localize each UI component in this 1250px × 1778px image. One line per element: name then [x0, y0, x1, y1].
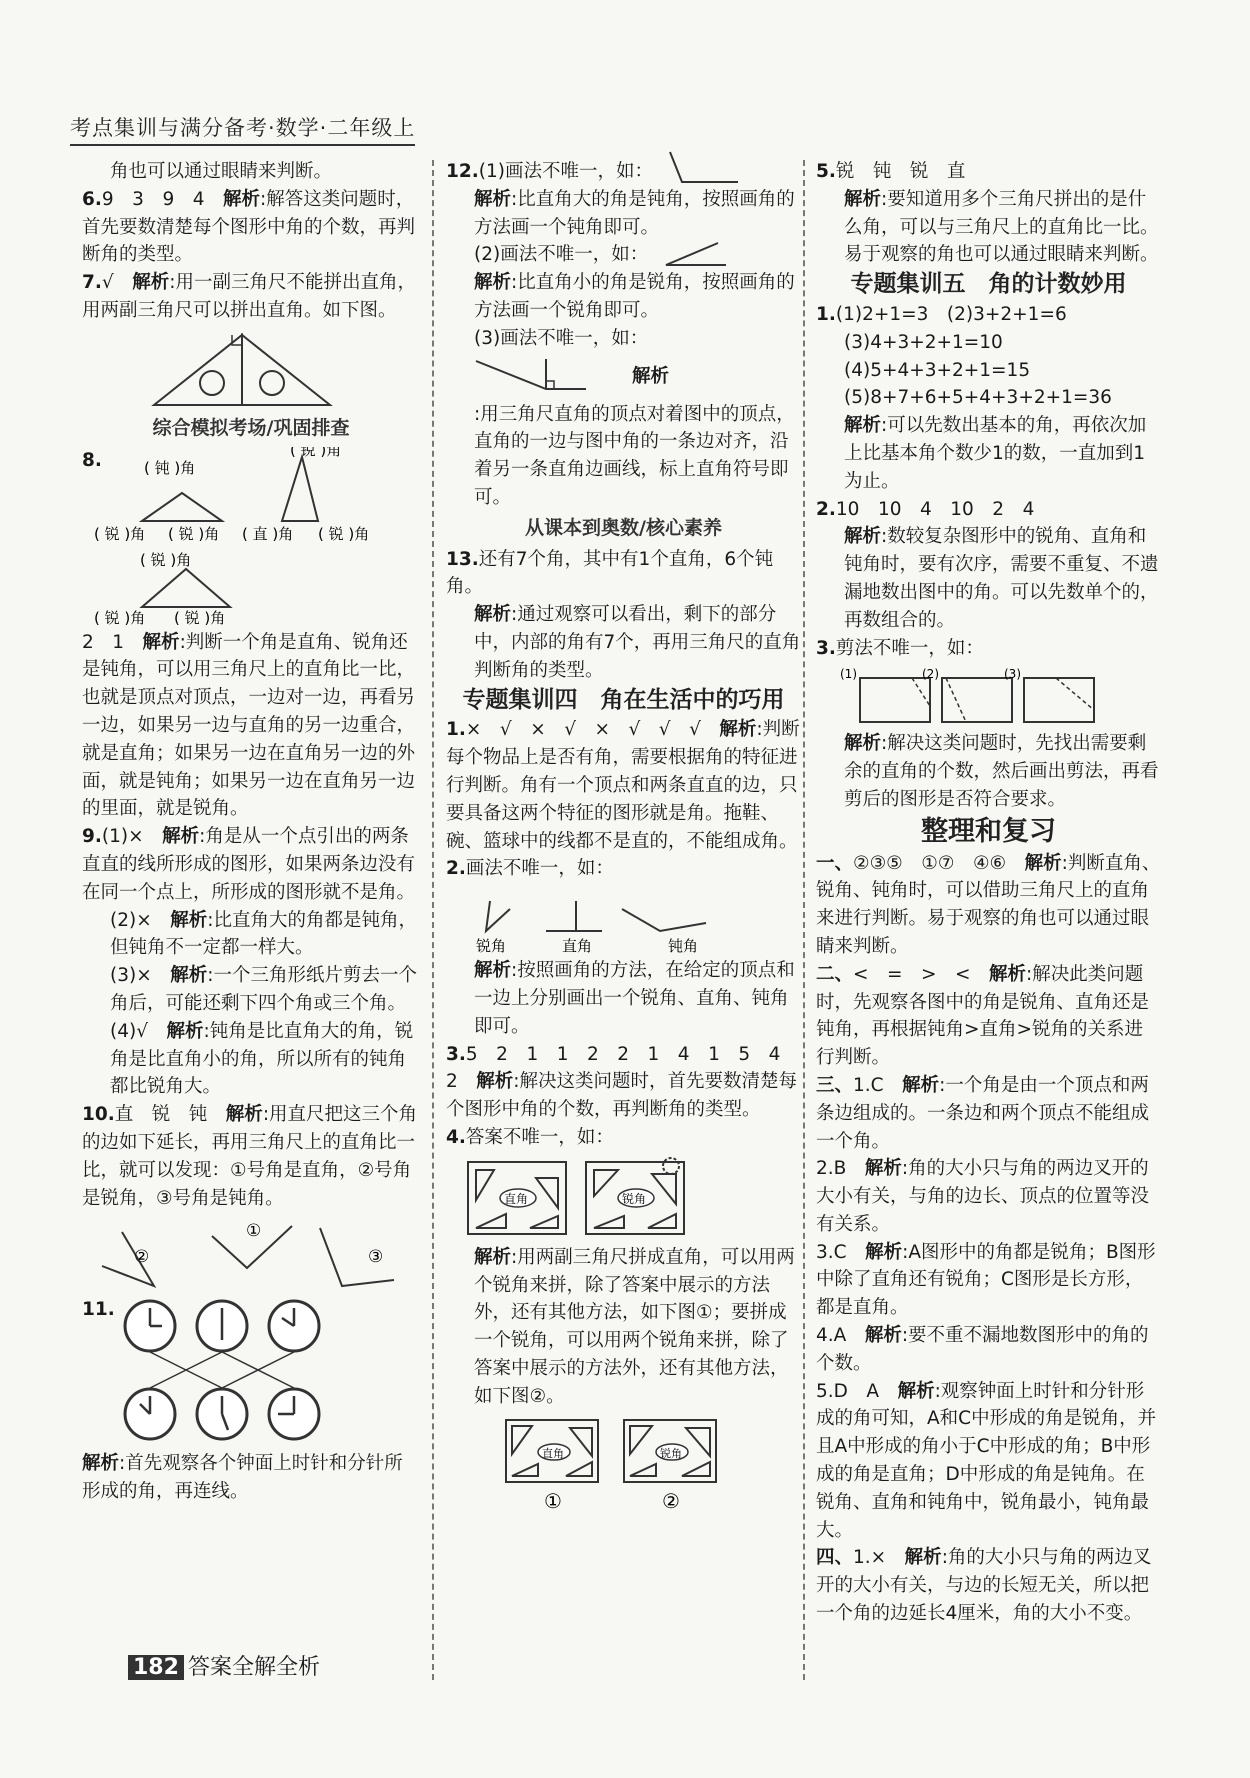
column-middle: [446, 158, 801, 1518]
topic-heading: 整理和复习: [921, 815, 1056, 847]
answer-q12-2-jx: 解析:比直角小的角是锐角，按照画角的方法画一个锐角即可。: [474, 272, 795, 321]
three-angles-diagram: [446, 887, 801, 953]
angle-label: 钝角: [668, 937, 699, 954]
set-square-figure: [82, 329, 420, 411]
q11-figure: 11.: [82, 1296, 420, 1446]
extra-combos-diagram: [446, 1414, 801, 1514]
figure-mark: ①: [544, 1489, 562, 1514]
extended-angles-diagram: [82, 1216, 420, 1292]
answer-t5-q1: 1.(1)2+1=3 (2)3+2+1=6: [816, 303, 1067, 325]
t5-q3-figure: [816, 666, 1161, 726]
answer-q12-3-jx-head: 解析: [632, 365, 670, 387]
angle-label: ( 锐 )角: [318, 524, 370, 543]
section-heading: 综合模拟考场/巩固排查: [152, 416, 350, 439]
set-square-combos-diagram: [446, 1156, 801, 1240]
angle-label: ( 钝 )角: [144, 458, 196, 477]
answer-review-1: 一、②③⑤ ①⑦ ④⑥ 解析:判断直角、锐角、钝角时，可以借助三角尺上的直角来进行判断。易于观察的角也可以通过眼睛来判断。: [816, 852, 1161, 957]
triangles-diagram: [82, 447, 420, 625]
text-line: 角也可以通过眼睛来判断。: [110, 161, 333, 182]
answer-q10: 10.直 锐 钝 解析:用直尺把这三个角的边如下延长，再用三角尺上的直角比一比，就可以发现：①号角是直角，②号角是锐角，③号角是钝角。: [82, 1104, 418, 1209]
answer-q11: 解析:首先观察各个钟面上时针和分针所形成的角，再连线。: [82, 1453, 403, 1503]
answer-t5-q1-line: (5)8+7+6+5+4+3+2+1=36: [844, 387, 1112, 409]
answer-review-2: 二、< = > < 解析:解决此类问题时，先观察各图中的角是锐角、直角还是钝角，再根据钝角>直角>锐角的关系进行判断。: [816, 963, 1150, 1069]
column-divider: [803, 160, 805, 1680]
answer-q5-jx: 解析:要知道用多个三角尺拼出的是什么角，可以与三角尺上的直角比一比。易于观察的角也可以通过眼睛来判断。: [844, 188, 1159, 266]
answer-t4-q3: 3.5 2 1 1 2 2 1 4 1 5 4 2 解析:解决这类问题时，首先要数清楚每个图形中角的个数，再判断角的类型。: [446, 1043, 799, 1121]
answer-review-4-1: 四、1.× 解析:角的大小只与角的两边叉开的大小有关，与边的长短无关，所以把一个角的边延长4厘米，角的大小不变。: [816, 1547, 1152, 1625]
answer-t4-q2-jx: 解析:按照画角的方法，在给定的顶点和一边上分别画出一个锐角、直角、钝角即可。: [474, 960, 795, 1037]
combo-label: 直角: [504, 1191, 529, 1206]
footer-label: 答案全解全析: [187, 1655, 320, 1680]
section-heading: 从课本到奥数/核心素养: [525, 516, 722, 539]
cut-mark: (1): [840, 667, 857, 682]
answer-review-3-3: 3.C 解析:A图形中的角都是锐角；B图形中除了直角还有锐角；C图形是长方形，都是直角。: [816, 1241, 1156, 1319]
column-divider: [432, 160, 434, 1680]
answer-q13: 13.还有7个角，其中有1个直角，6个钝角。: [446, 548, 774, 598]
answer-q9-4: (4)√ 解析:钝角是比直角大的角，锐角是比直角小的角，所以所有的钝角都比锐角大。: [110, 1020, 414, 1098]
angle-mark: ①: [246, 1221, 262, 1242]
answer-review-3-1: 三、1.C 解析:一个角是由一个顶点和两条边组成的。一条边和两个顶点不能组成一个角。: [816, 1074, 1150, 1152]
angle-mark: ②: [134, 1247, 150, 1268]
answer-q12-1-jx: 解析:比直角大的角是钝角，按照画角的方法画一个钝角即可。: [474, 188, 795, 238]
angle-mark: ③: [368, 1247, 384, 1268]
answer-q12-3-jx: :用三角尺直角的顶点对着图中的顶点，直角的一边与图中角的一条边对齐，沿着另一条直角边画线，标上直角符号即可。: [474, 403, 795, 508]
answer-t4-q2: 2.画法不唯一，如：: [446, 858, 614, 880]
clock-matching-diagram: [82, 1296, 420, 1446]
answer-q13-jx: 解析:通过观察可以看出，剩下的部分中，内部的角有7个，再用三角尺的直角判断角的类型。: [474, 604, 801, 681]
answer-q9-3: (3)× 解析:一个三角形纸片剪去一个角后，可能还剩下四个角或三个角。: [110, 965, 417, 1014]
answer-t5-q1-line: (3)4+3+2+1=10: [844, 331, 1003, 353]
combo-label: 直角: [542, 1447, 564, 1461]
q12-3-figure: [446, 357, 801, 397]
answer-q7: 7.√ 解析:用一副三角尺不能拼出直角，用两副三角尺可以拼出直角。如下图。: [82, 272, 416, 321]
t4-q4-figure: [446, 1156, 801, 1240]
answer-review-3-2: 2.B 解析:角的大小只与角的两边叉开的大小有关，与角的边长、顶点的位置等没有关系。: [816, 1158, 1150, 1235]
combo-label: 锐角: [622, 1191, 647, 1206]
q10-figure: [82, 1216, 420, 1292]
answer-q5: 5.锐 钝 锐 直: [816, 161, 966, 182]
page-footer: [128, 1650, 320, 1681]
cut-rectangles-diagram: [816, 666, 1161, 726]
answer-q9: 9.(1)× 解析:角是从一个点引出的两条直直的线所形成的图形，如果两条边没有在同一个点上，所形成的图形就不是角。: [82, 826, 416, 903]
answer-q8: 2 1 解析:判断一个角是直角、锐角还是钝角，可以用三角尺上的直角比一比，也就是顶点对顶点，一边对一边，再看另一边，如果另一边与直角的另一边重合，就是直角；如果另一边在直角另一边的外面，就是钝角；如果另一边在直角另一边的里面，就是锐角。: [82, 631, 416, 820]
cut-mark: (3): [1004, 667, 1021, 682]
topic-heading: 专题集训五 角的计数妙用: [850, 271, 1127, 298]
answer-q6: 6.9 3 9 4 解析:解答这类问题时，首先要数清楚每个图形中角的个数，再判断角的类型。: [82, 188, 416, 266]
answer-t5-q1-jx: 解析:可以先数出基本的角，再依次加上比基本角个数少1的数，一直加到1为止。: [844, 415, 1147, 492]
answer-t4-q1: 1.× √ × √ × √ √ √ 解析:判断每个物品上是否有角，需要根据角的特征进行判断。角有一个顶点和两条直直的边，只要具备这两个特征的图形就是角。拖鞋、碗、篮球中的线都不是直的，不能组成角。: [446, 719, 800, 852]
column-left: [82, 158, 420, 1506]
cut-mark: (2): [922, 667, 939, 682]
q8-figure: 8. ( 钝 )角 ( 锐 )角 ( 锐 )角 ( 锐 )角 ( 直 )角 ( 锐 )角 ( 锐 )角 ( 锐 )角 ( 锐 )角: [82, 447, 420, 625]
angle-label: ( 锐 )角: [94, 524, 146, 543]
combo-label: 锐角: [660, 1447, 682, 1461]
angle-label: 锐角: [476, 937, 507, 954]
topic-heading: 专题集训四 角在生活中的巧用: [462, 686, 785, 713]
angle-label: ( 锐 )角: [168, 524, 220, 543]
two-set-squares-diagram: [82, 329, 420, 411]
right-angle-drawing: [446, 357, 646, 397]
angle-label: ( 直 )角: [242, 524, 294, 543]
page-header: 考点集训与满分备考·数学·二年级上: [70, 112, 415, 146]
column-right: [816, 158, 1161, 1628]
answer-q12-1: 12.(1)画法不唯一，如：: [446, 158, 801, 186]
answer-t5-q3: 3.剪法不唯一，如：: [816, 637, 984, 659]
answer-t4-q4-jx: 解析:用两副三角尺拼成直角，可以用两个锐角来拼，除了答案中展示的方法外，还有其他方法，如下图①；要拼成一个锐角，可以用两个锐角来拼，除了答案中展示的方法外，还有其他方法，如下图②。: [474, 1246, 795, 1407]
angle-label: ( 锐 )角: [94, 608, 146, 625]
acute-angle-icon: [662, 239, 732, 271]
t4-q2-figure: [446, 887, 801, 953]
answer-t5-q1-line: (4)5+4+3+2+1=15: [844, 359, 1031, 381]
figure-mark: ②: [662, 1489, 680, 1514]
answer-review-3-5: 5.D A 解析:观察钟面上时针和分针形成的角可知，A和C中形成的角是锐角，并且A中形成的角小于C中形成的角；B中形成的角是直角；D中形成的角是钝角。在锐角、直角和钝角中，锐角最小，钝角最大。: [816, 1380, 1157, 1541]
answer-review-3-4: 4.A 解析:要不重不漏地数图形中的角的个数。: [816, 1325, 1149, 1374]
obtuse-angle-icon: [664, 150, 744, 190]
angle-label: 直角: [562, 937, 593, 954]
answer-t5-q2: 2.10 10 4 10 2 4: [816, 498, 1035, 520]
angle-label: ( 锐 )角: [174, 608, 226, 625]
answer-t5-q2-jx: 解析:数较复杂图形中的锐角、直角和钝角时，要有次序，需要不重复、不遗漏地数出图中的角。可以先数单个的，再数组合的。: [844, 526, 1159, 631]
angle-label: ( 锐 )角: [140, 550, 192, 569]
answer-t5-q3-jx: 解析:解决这类问题时，先找出需要剩余的直角的个数，然后画出剪法，再看剪后的图形是否符合要求。: [844, 733, 1159, 810]
answer-q9-2: (2)× 解析:比直角大的角都是钝角，但钝角不一定都一样大。: [110, 909, 417, 959]
t4-q4-figure-2: [446, 1414, 801, 1514]
angle-label: ( 锐 )角: [290, 446, 342, 459]
answer-t4-q4: 4.答案不唯一，如：: [446, 1126, 614, 1148]
page-number: 182: [128, 1655, 184, 1680]
answer-q12-2: (2)画法不唯一，如：: [446, 241, 801, 269]
answer-q12-3: (3)画法不唯一，如：: [474, 327, 649, 349]
